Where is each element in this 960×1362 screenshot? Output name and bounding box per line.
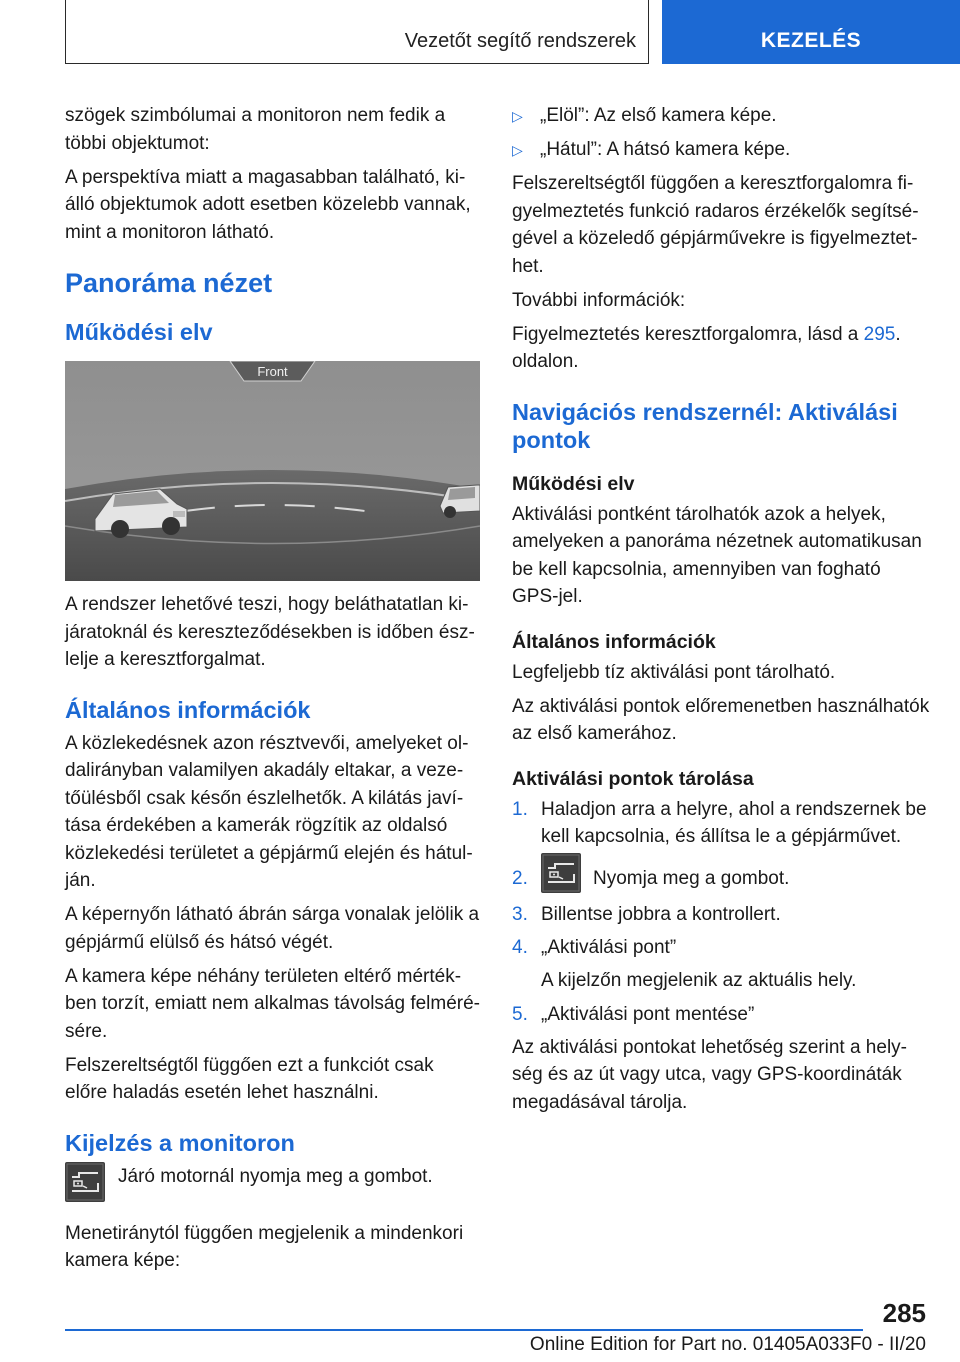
- text-run: . oldalon.: [512, 323, 901, 372]
- paragraph: Aktiválási pontként tárolhatók azok a helyek, amelyeken a panoráma nézetnek automatikusan be kell kapcsolnia, amennyiben van fogható GPS-jel.: [512, 503, 922, 607]
- step-number: 1.: [512, 798, 528, 820]
- paragraph: A rendszer lehetővé teszi, hogy beláthatatlan ki-járatoknál és kereszteződésekben is időben ész-lelje a keresztforgalmat.: [65, 594, 475, 670]
- right-column: [512, 102, 930, 1123]
- step-number: 4.: [512, 936, 528, 958]
- subheading-aktivalasi-pontok-tarolasa: Aktiválási pontok tárolása: [512, 767, 754, 790]
- text-run: Figyelmeztetés keresztforgalomra, lásd a: [512, 323, 864, 345]
- paragraph-with-link: [512, 321, 930, 376]
- list-item-text: „Elöl”: Az első kamera képe.: [540, 105, 777, 126]
- step-text: „Aktiválási pont mentése”: [541, 1003, 755, 1025]
- figure-label-front: Front: [257, 364, 288, 379]
- header-tab-label: KEZELÉS: [760, 29, 862, 52]
- numbered-step: [512, 865, 930, 893]
- step-sub-text: A kijelzőn megjelenik az aktuális hely.: [541, 969, 857, 991]
- footer-edition-note: Online Edition for Part no. 01405A033F0 - II/20: [529, 1334, 926, 1355]
- subheading-mukodesi-elv: Működési elv: [512, 472, 635, 495]
- paragraph: A kamera képe néhány területen eltérő mérték-ben torzít, emiatt nem alkalmas távolság felméré-sére.: [65, 965, 481, 1042]
- step-number: 5.: [512, 1003, 528, 1025]
- numbered-step: [512, 934, 930, 962]
- paragraph: A képernyőn látható ábrán sárga vonalak jelölik a gépjármű elülső és hátsó végét.: [65, 904, 480, 953]
- paragraph: Az aktiválási pontok előremenetben használhatók az első kamerához.: [512, 695, 930, 744]
- step-content: [541, 865, 789, 893]
- page-link-295[interactable]: 295: [863, 323, 896, 345]
- paragraph: További információk:: [512, 289, 686, 311]
- step-text: „Aktiválási pont”: [541, 936, 677, 958]
- header-section-box: [65, 0, 649, 64]
- step-number: 2.: [512, 867, 528, 889]
- triangle-right-icon: ▷: [512, 108, 523, 124]
- camera-view-button-icon: [65, 1162, 105, 1202]
- header-tab[interactable]: [662, 0, 960, 64]
- numbered-step: [512, 901, 930, 929]
- page-number: 285: [882, 1298, 926, 1328]
- paragraph: Felszereltségtől függően a keresztforgalomra fi-gyelmeztetés funkció radaros érzékelők segítsé-gével a közeledő gépjárművekre is figyelmeztet-het.: [512, 173, 919, 277]
- step-number: 3.: [512, 903, 528, 925]
- numbered-step: [512, 1001, 930, 1029]
- heading-navigacios-aktivalasi-pontok: Navigációs rendszernél: Aktiválási pontok: [512, 398, 898, 453]
- left-column: [65, 102, 480, 1281]
- list-item-text: „Hátul”: A hátsó kamera képe.: [540, 139, 791, 160]
- camera-button-instruction: [65, 1163, 480, 1202]
- heading-kijelzes-a-monitoron: Kijelzés a monitoron: [65, 1129, 295, 1156]
- paragraph: Felszereltségtől függően ezt a funkciót csak előre haladás esetén lehet használni.: [65, 1054, 434, 1103]
- heading-panorama: Panoráma nézet: [65, 268, 273, 298]
- panorama-camera-illustration: [65, 361, 480, 581]
- list-item: [512, 102, 930, 131]
- triangle-right-icon: ▷: [512, 142, 523, 158]
- footer-divider: [65, 1329, 863, 1331]
- list-item: [512, 136, 930, 165]
- step-text: Billentse jobbra a kontrollert.: [541, 903, 781, 925]
- subheading-altalanos-informaciok: Általános információk: [512, 630, 716, 653]
- paragraph: A perspektíva miatt a magasabban található, ki-álló objektumok adott esetben közelebb vannak, mint a monitoron látható.: [65, 166, 471, 243]
- step-text: Nyomja meg a gombot.: [593, 867, 790, 889]
- heading-altalanos-informaciok: Általános információk: [65, 696, 311, 723]
- camera-view-button-icon: [541, 853, 581, 893]
- paragraph: Az aktiválási pontokat lehetőség szerint a hely-ség és az út vagy utca, vagy GPS-koordináták megadásával tárolja.: [512, 1036, 907, 1113]
- heading-mukodesi-elv: Működési elv: [65, 319, 213, 345]
- icon-instruction-text: Járó motornál nyomja meg a gombot.: [118, 1165, 433, 1187]
- header-section-title: Vezetőt segítő rendszerek: [404, 30, 636, 52]
- numbered-step: [512, 796, 930, 851]
- paragraph: Menetiránytól függően megjelenik a mindenkori kamera képe:: [65, 1222, 464, 1271]
- paragraph: A közlekedésnek azon résztvevői, amelyeket ol-dalirányban valamilyen akadály eltakar, a veze-tőülésből csak későn észlelhetők. A kilátás javí-tása érdekében a kamerák rögzítik az oldalsó közlekedési területet a gépjármű elején és hátul-ján.: [65, 732, 473, 891]
- step-text: Haladjon arra a helyre, ahol a rendszernek be kell kapcsolnia, és állítsa le a gépjárművet.: [541, 798, 927, 847]
- paragraph: Legfeljebb tíz aktiválási pont tárolható.: [512, 661, 836, 683]
- paragraph: szögek szimbólumai a monitoron nem fedik a többi objektumot:: [65, 105, 446, 154]
